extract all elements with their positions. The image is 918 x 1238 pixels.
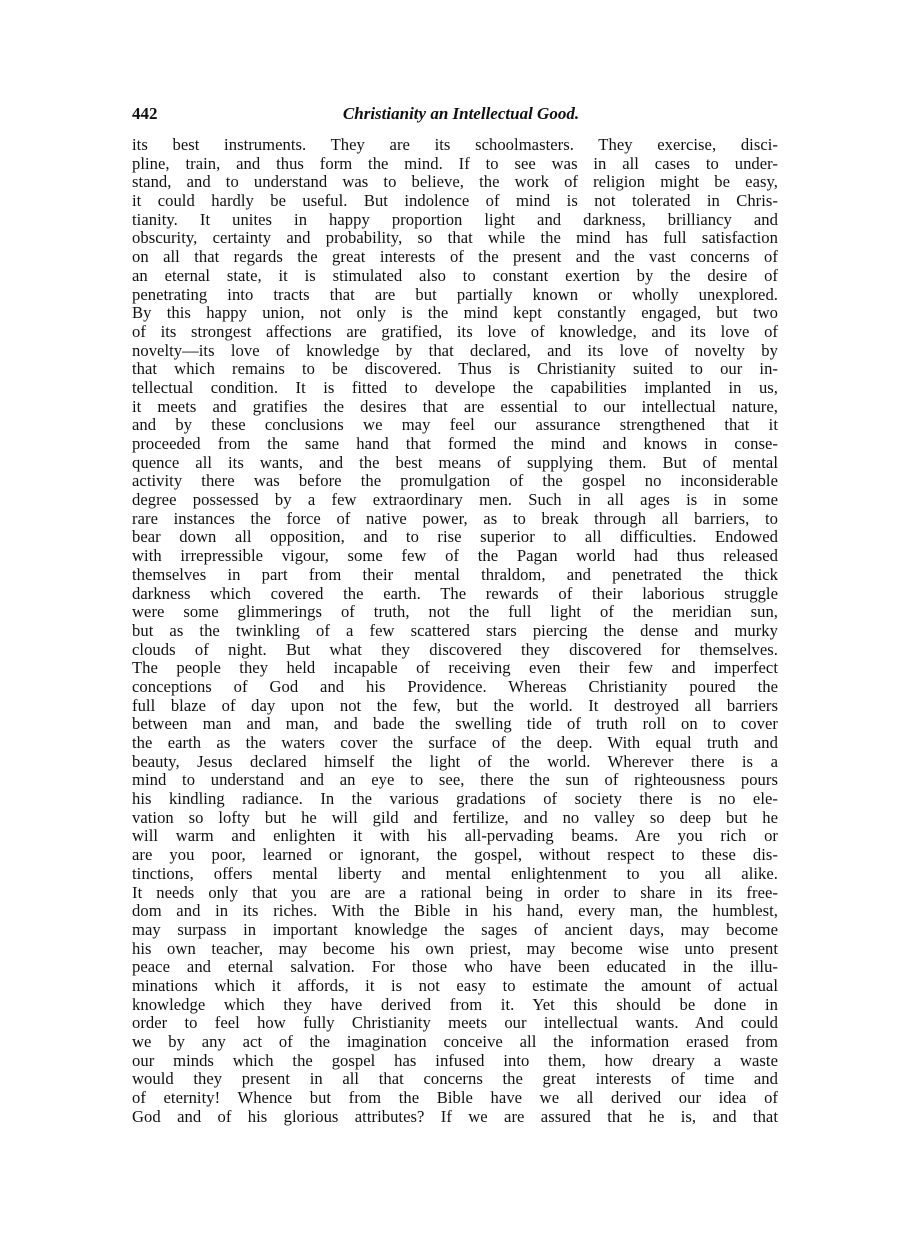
page-number: 442	[132, 104, 158, 123]
text-line: activity there was before the promulgation of the gospel no inconsiderable	[132, 471, 778, 491]
text-line: dom and in its riches. With the Bible in his hand, every man, the humblest,	[132, 901, 778, 921]
text-line: would they present in all that concerns the great interests of time and	[132, 1069, 778, 1089]
text-line: on all that regards the great interests of the present and the vast concerns of	[132, 247, 778, 267]
text-line: were some glimmerings of truth, not the full light of the meridian sun,	[132, 602, 778, 622]
text-line: between man and man, and bade the swelling tide of truth roll on to cover	[132, 714, 778, 734]
text-line: conceptions of God and his Providence. Whereas Christianity poured the	[132, 676, 778, 696]
text-line: stand, and to understand was to believe, the work of religion might be easy,	[132, 172, 778, 192]
text-line: themselves in part from their mental thraldom, and penetrated the thick	[132, 564, 778, 584]
text-line: tianity. It unites in happy proportion light and darkness, brilliancy and	[132, 209, 778, 229]
text-line: quence all its wants, and the best means of supplying them. But of mental	[132, 452, 778, 472]
text-line: we by any act of the imagination conceive all the information erased from	[132, 1032, 778, 1051]
text-line: pline, train, and thus form the mind. If to see was in all cases to under-	[132, 153, 778, 173]
text-line: The people they held incapable of receiving even their few and imperfect	[132, 658, 778, 678]
text-line: may surpass in important knowledge the sages of ancient days, may become	[132, 919, 778, 939]
text-line: with irrepressible vigour, some few of the Pagan world had thus released	[132, 546, 778, 566]
text-line: it meets and gratifies the desires that are essential to our intellectual nature,	[132, 396, 778, 416]
text-line: clouds of night. But what they discovered they discovered for themselves.	[132, 639, 778, 659]
text-line: will warm and enlighten it with his all-pervading beams. Are you rich or	[132, 826, 778, 846]
text-line: vation so lofty but he will gild and fertilize, and no valley so deep but he	[132, 807, 778, 827]
text-line: darkness which covered the earth. The rewards of their laborious struggle	[132, 583, 778, 603]
text-line: degree possessed by a few extraordinary men. Such in all ages is in some	[132, 490, 778, 510]
text-line: novelty—its love of knowledge by that declared, and its love of novelty by	[132, 340, 778, 360]
book-page	[132, 100, 778, 1126]
text-line: God and of his glorious attributes? If we are assured that he is, and that	[132, 1106, 778, 1126]
text-line: of its strongest affections are gratified, its love of knowledge, and its love of	[132, 321, 778, 341]
text-line: obscurity, certainty and probability, so that while the mind has full satisfaction	[132, 228, 778, 248]
text-line: order to feel how fully Christianity meets our intellectual wants. And could	[132, 1013, 778, 1033]
text-line: it could hardly be useful. But indolence of mind is not tolerated in Chris-	[132, 191, 778, 211]
text-line: tinctions, offers mental liberty and mental enlightenment to you all alike.	[132, 863, 778, 883]
running-head	[132, 100, 778, 128]
running-title: Christianity an Intellectual Good.	[342, 104, 580, 123]
text-line: tellectual condition. It is fitted to develope the capabilities implanted in us,	[132, 377, 778, 397]
text-line: its best instruments. They are its schoolmasters. They exercise, disci-	[132, 135, 778, 154]
text-line: but as the twinkling of a few scattered stars piercing the dense and murky	[132, 620, 778, 640]
text-line: bear down all opposition, and to rise superior to all difficulties. Endowed	[132, 527, 778, 547]
text-line: By this happy union, not only is the mind kept constantly engaged, but two	[132, 303, 778, 323]
text-line: that which remains to be discovered. Thus is Christianity suited to our in-	[132, 359, 778, 379]
text-line: peace and eternal salvation. For those who have been educated in the illu-	[132, 957, 778, 977]
text-line: of eternity! Whence but from the Bible have we all derived our idea of	[132, 1088, 778, 1108]
body-text	[132, 136, 778, 1126]
text-line: proceeded from the same hand that formed the mind and knows in conse-	[132, 434, 778, 453]
text-line: knowledge which they have derived from it. Yet this should be done in	[132, 994, 778, 1014]
text-line: the earth as the waters cover the surface of the deep. With equal truth and	[132, 733, 778, 752]
text-line: penetrating into tracts that are but partially known or wholly unexplored.	[132, 284, 778, 304]
text-line: are you poor, learned or ignorant, the gospel, without respect to these dis-	[132, 845, 778, 865]
text-line: his own teacher, may become his own priest, may become wise unto present	[132, 938, 778, 958]
text-line: his kindling radiance. In the various gradations of society there is no ele-	[132, 789, 778, 809]
text-line: minations which it affords, it is not easy to estimate the amount of actual	[132, 975, 778, 995]
text-line: an eternal state, it is stimulated also to constant exertion by the desire of	[132, 265, 778, 285]
text-line: mind to understand and an eye to see, there the sun of righteousness pours	[132, 770, 778, 790]
text-line: full blaze of day upon not the few, but the world. It destroyed all barriers	[132, 695, 778, 715]
text-line: It needs only that you are are a rational being in order to share in its free-	[132, 882, 778, 902]
text-line: beauty, Jesus declared himself the light of the world. Wherever there is a	[132, 751, 778, 771]
text-line: and by these conclusions we may feel our assurance strengthened that it	[132, 415, 778, 435]
text-line: our minds which the gospel has infused into them, how dreary a waste	[132, 1050, 778, 1070]
text-line: rare instances the force of native power, as to break through all barriers, to	[132, 508, 778, 528]
